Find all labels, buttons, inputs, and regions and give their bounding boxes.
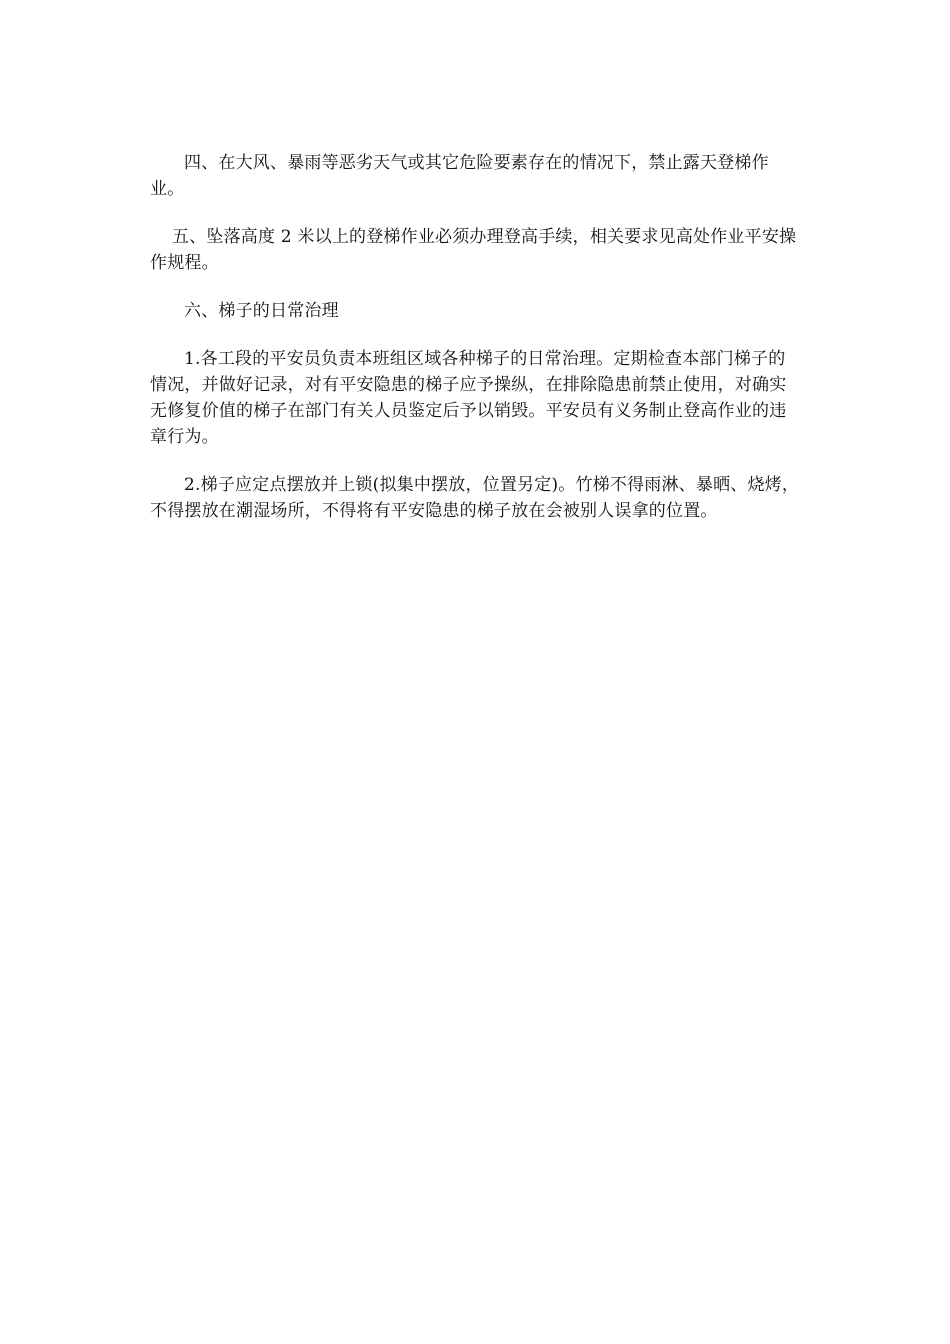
paragraph-item-2: 2.梯子应定点摆放并上锁(拟集中摆放，位置另定)。竹梯不得雨淋、暴晒、烧烤，不得摆放在潮湿场所，不得将有平安隐患的梯子放在会被别人误拿的位置。 [150,475,800,521]
paragraph-section-4: 四、在大风、暴雨等恶劣天气或其它危险要素存在的情况下，禁止露天登梯作业。 [150,153,769,199]
section-heading-6: 六、梯子的日常治理 [184,301,339,321]
document-body [150,150,800,546]
paragraph-item-1: 1.各工段的平安员负责本班组区域各种梯子的日常治理。定期检查本部门梯子的情况，并做好记录，对有平安隐患的梯子应予操纵，在排除隐患前禁止使用，对确实无修复价值的梯子在部门有关人员鉴定后予以销毁。平安员有义务制止登高作业的违章行为。 [150,349,787,447]
paragraph-section-5: 五、坠落高度 2 米以上的登梯作业必须办理登高手续，相关要求见高处作业平安操作规程。 [150,227,797,273]
